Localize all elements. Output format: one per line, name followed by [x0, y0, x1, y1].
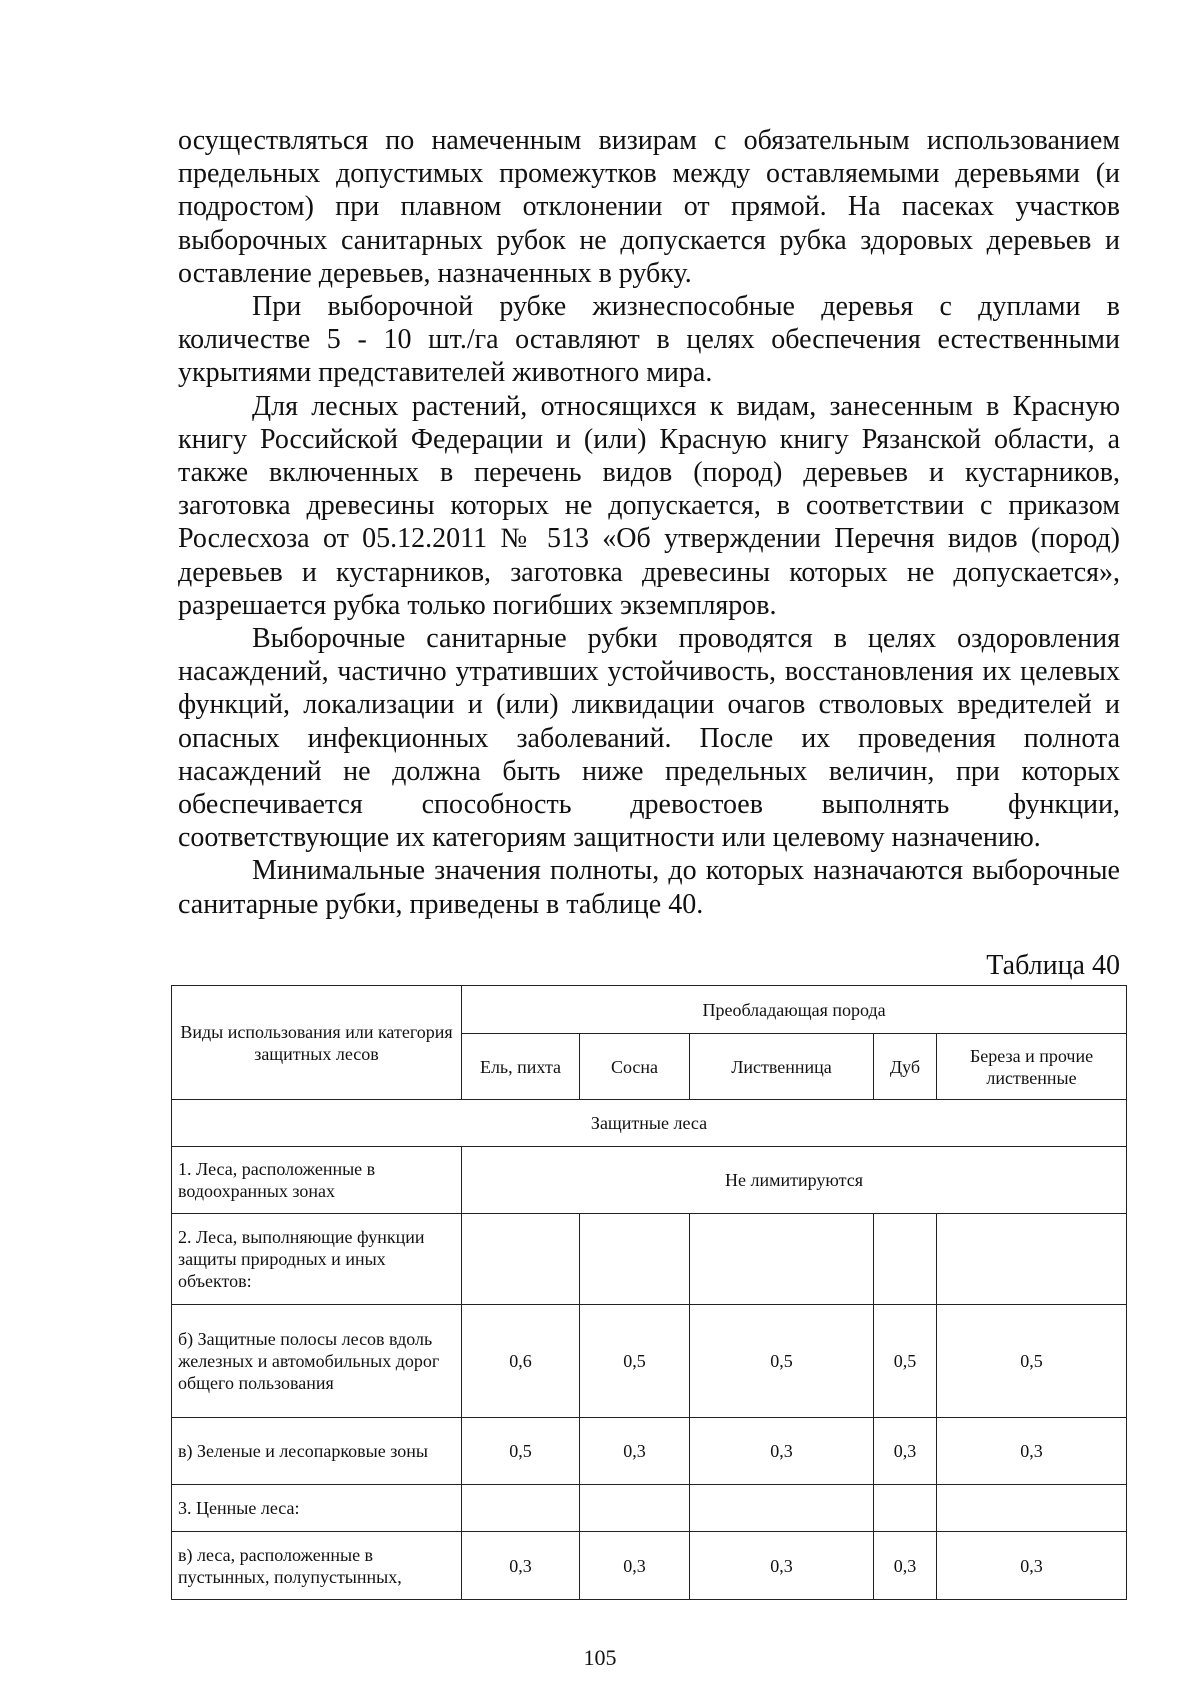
table-cell: 0,3 — [580, 1532, 690, 1600]
table-cell — [690, 1214, 874, 1305]
data-table — [171, 985, 1127, 1600]
table-cell: 0,3 — [580, 1418, 690, 1485]
table-cell: 0,3 — [690, 1418, 874, 1485]
table-cell — [874, 1214, 937, 1305]
merged-value-cell: Не лимитируются — [462, 1147, 1127, 1214]
column-header: Ель, пихта — [462, 1034, 580, 1100]
table-cell: 0,5 — [580, 1305, 690, 1418]
paragraph-1: осуществляться по намеченным визирам с обязательным использованием предельных допустимых промежутков между оставляемыми деревьями (и подростом) при плавном отклонении от прямой. На пасеках участков выборочных санитарных рубок не допускается рубка здоровых деревьев и оставление деревьев, назначенных в рубку. — [178, 125, 1120, 289]
table-cell: 0,5 — [874, 1305, 937, 1418]
row-label: 2. Леса, выполняющие функции защиты природных и иных объектов: — [172, 1214, 462, 1305]
table-caption: Таблица 40 — [986, 950, 1120, 981]
table-cell — [462, 1485, 580, 1532]
body-text — [178, 124, 1120, 921]
row-label: в) Зеленые и лесопарковые зоны — [172, 1418, 462, 1485]
row-header-cell: Виды использования или категория защитных лесов — [172, 986, 462, 1100]
table-cell — [690, 1485, 874, 1532]
table-cell — [580, 1485, 690, 1532]
paragraph-5: Минимальные значения полноты, до которых назначаются выборочные санитарные рубки, приведены в таблице 40. — [178, 855, 1120, 920]
table-cell: 0,3 — [462, 1532, 580, 1600]
column-header: Сосна — [580, 1034, 690, 1100]
row-label: 1. Леса, расположенные в водоохранных зонах — [172, 1147, 462, 1214]
column-header: Дуб — [874, 1034, 937, 1100]
table-cell: 0,3 — [874, 1532, 937, 1600]
column-header: Береза и прочие лиственные — [937, 1034, 1127, 1100]
table-cell — [580, 1214, 690, 1305]
table-cell — [874, 1485, 937, 1532]
table-cell: 0,3 — [690, 1532, 874, 1600]
paragraph-3: Для лесных растений, относящихся к видам, занесенным в Красную книгу Российской Федерации и (или) Красную книгу Рязанской области, а также включенных в перечень видов (пород) деревьев и кустарников, заготовка древесины которых не допускается, в соответствии с приказом Рослесхоза от 05.12.2011 № 513 «Об утверждении Перечня видов (пород) деревьев и кустарников, заготовка древесины которых не допускается», разрешается рубка только погибших экземпляров. — [178, 390, 1120, 621]
paragraph-2: При выборочной рубке жизнеспособные деревья с дуплами в количестве 5 - 10 шт./га оставляют в целях обеспечения естественными укрытиями представителей животного мира. — [178, 291, 1120, 389]
table-cell — [937, 1485, 1127, 1532]
paragraph-4: Выборочные санитарные рубки проводятся в целях оздоровления насаждений, частично утративших устойчивость, восстановления их целевых функций, локализации и (или) ликвидации очагов стволовых вредителей и опасных инфекционных заболеваний. После их проведения полнота насаждений не должна быть ниже предельных величин, при которых обеспечивается способность древостоев выполнять функции, соответствующие их категориям защитности или целевому назначению. — [178, 623, 1120, 854]
group-header: Преобладающая порода — [462, 986, 1127, 1034]
table-cell — [462, 1214, 580, 1305]
page-number: 105 — [583, 1645, 617, 1670]
table-cell: 0,5 — [690, 1305, 874, 1418]
table-cell — [937, 1214, 1127, 1305]
table-cell: 0,3 — [937, 1532, 1127, 1600]
row-label: 3. Ценные леса: — [172, 1485, 462, 1532]
table-cell: 0,5 — [937, 1305, 1127, 1418]
table-cell: 0,6 — [462, 1305, 580, 1418]
row-label: в) леса, расположенные в пустынных, полупустынных, — [172, 1532, 462, 1600]
column-header: Лиственница — [690, 1034, 874, 1100]
table-cell: 0,3 — [874, 1418, 937, 1485]
table-cell: 0,3 — [937, 1418, 1127, 1485]
row-label: б) Защитные полосы лесов вдоль железных и автомобильных дорог общего пользования — [172, 1305, 462, 1418]
table-cell: 0,5 — [462, 1418, 580, 1485]
section-header: Защитные леса — [172, 1100, 1127, 1147]
